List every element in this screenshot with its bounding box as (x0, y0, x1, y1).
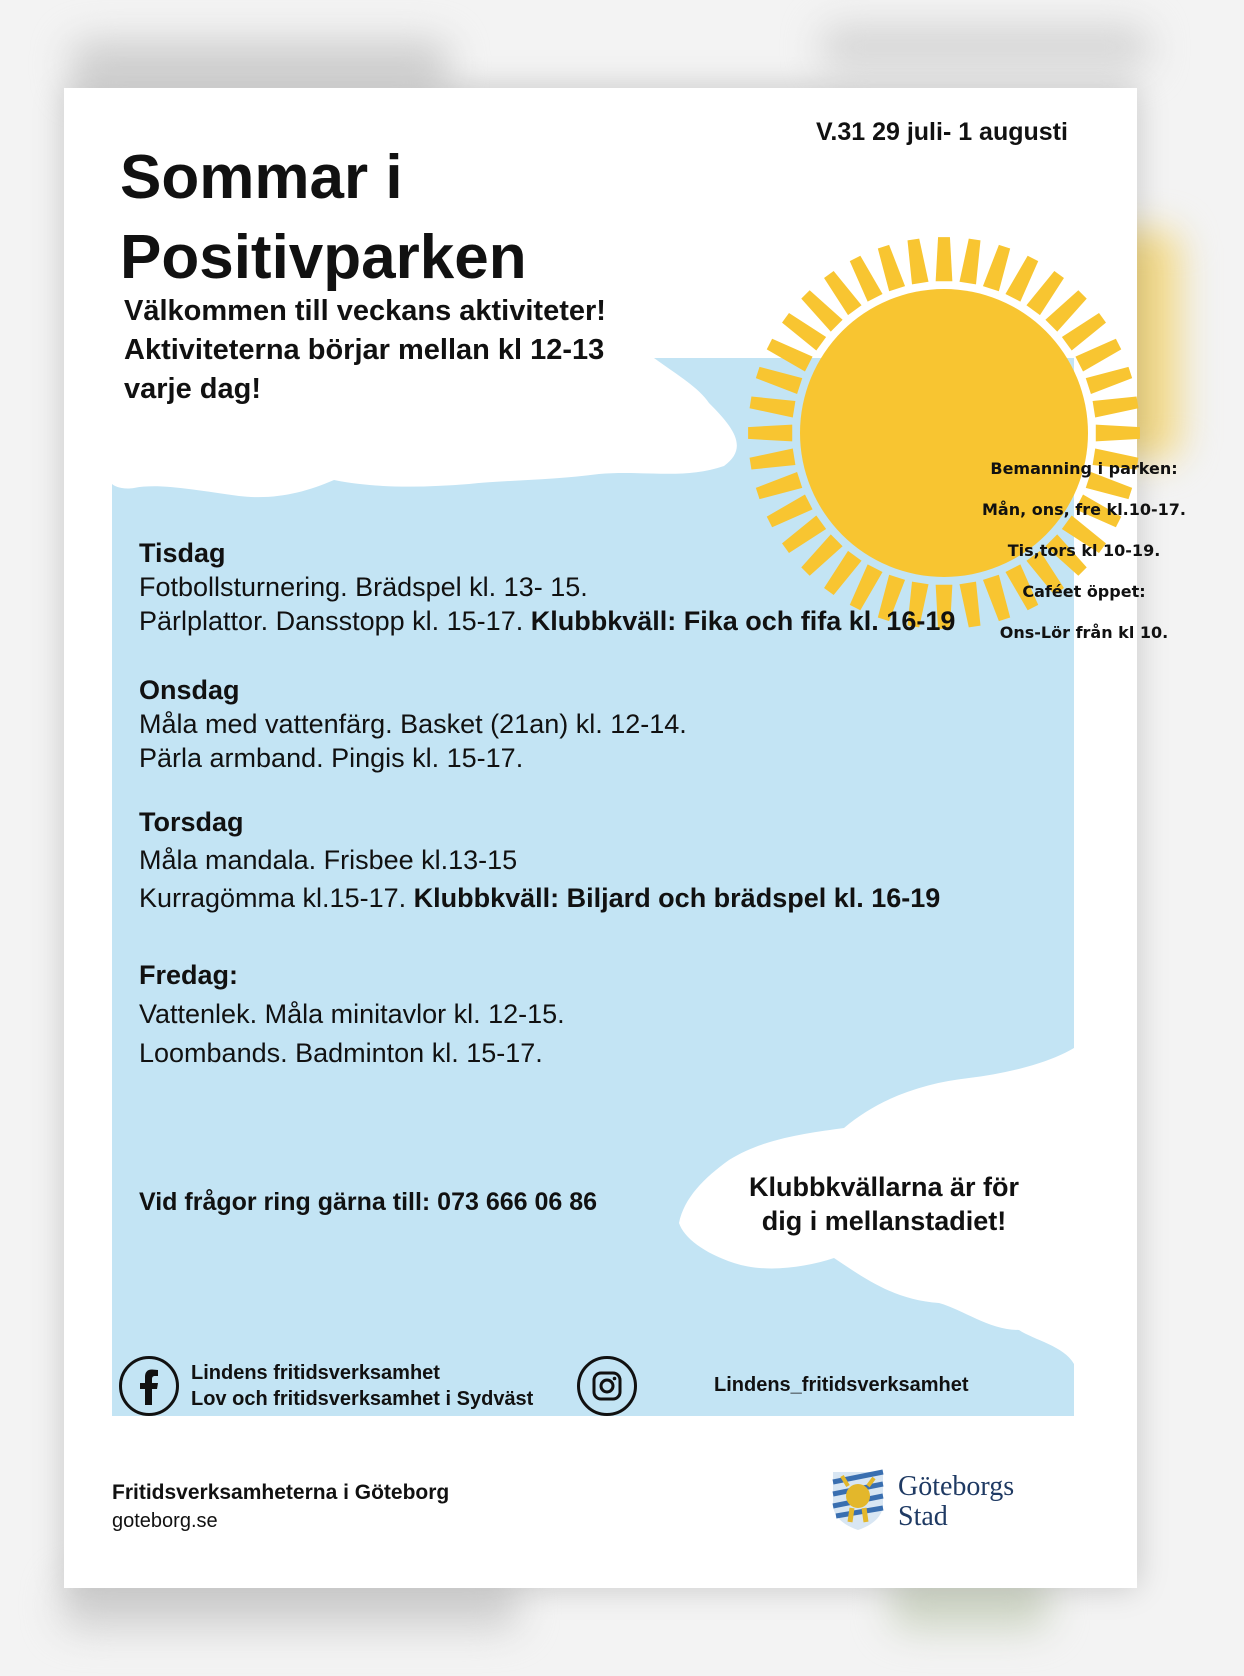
city-crest-icon (828, 1468, 888, 1532)
staffing-line: Bemanning i parken: (990, 459, 1178, 478)
staffing-line: Caféet öppet: (1022, 582, 1146, 601)
logo-wordmark (898, 1472, 1014, 1532)
poster-title (120, 138, 680, 298)
sun-ray (750, 396, 796, 417)
note-line: dig i mellanstadiet! (761, 1206, 1007, 1236)
facebook-page-name[interactable]: Lindens fritidsverksamhet (191, 1362, 440, 1384)
sun-ray (750, 448, 796, 469)
sun-ray (767, 339, 813, 372)
goteborgs-stad-logo (828, 1468, 1015, 1537)
day-friday (139, 956, 565, 1073)
sun-ray (959, 239, 980, 285)
activity-text: Pärlplattor. Dansstopp kl. 15-17. (139, 606, 524, 636)
sun-ray (983, 245, 1010, 291)
sun-ray (878, 245, 905, 291)
activity-line: Fotbollsturnering. Brädspel kl. 13- 15. (139, 572, 588, 602)
activity-line (139, 604, 955, 638)
blurred-background-shape (820, 25, 1150, 70)
day-name: Torsdag (139, 807, 244, 837)
sun-ray (936, 237, 953, 281)
sun-ray (756, 472, 802, 499)
activity-line: Loombands. Badminton kl. 15-17. (139, 1038, 543, 1068)
activity-line (139, 879, 940, 917)
footer-organization: Fritidsverksamheterna i Göteborg (112, 1481, 450, 1504)
sun-ray (1093, 396, 1139, 417)
day-thursday (139, 803, 940, 917)
activity-line: Måla med vattenfärg. Basket (21an) kl. 12-14. (139, 709, 687, 739)
activity-line: Vattenlek. Måla minitavlor kl. 12-15. (139, 999, 565, 1029)
title-line: Positivparken (120, 223, 527, 292)
sun-ray (756, 367, 802, 394)
week-dates: V.31 29 juli- 1 augusti (816, 118, 1068, 146)
note-line: Klubbkvällarna är för (748, 1172, 1020, 1202)
sun-ray (1075, 339, 1121, 372)
contact-phone: Vid frågor ring gärna till: 073 666 06 86 (139, 1188, 598, 1216)
day-tuesday (139, 536, 955, 638)
sun-ray (748, 425, 792, 442)
day-wednesday (139, 673, 687, 775)
club-evening-text: Klubbkväll: Biljard och brädspel kl. 16-19 (413, 883, 941, 913)
sun-ray (850, 256, 883, 302)
day-name: Fredag: (139, 960, 239, 990)
instagram-icon[interactable] (577, 1356, 637, 1416)
sun-ray (1005, 256, 1038, 302)
footer-website-link[interactable]: goteborg.se (112, 1510, 218, 1532)
intro-line: varje dag! (124, 373, 261, 405)
activity-line: Pärla armband. Pingis kl. 15-17. (139, 743, 524, 773)
day-name: Tisdag (139, 538, 226, 568)
facebook-page-name[interactable]: Lov och fritidsverksamhet i Sydväst (191, 1388, 534, 1410)
instagram-handle[interactable]: Lindens_fritidsverksamhet (714, 1374, 969, 1396)
club-evening-text: Klubbkväll: Fika och fifa kl. 16-19 (530, 606, 956, 636)
staffing-hours (924, 448, 1244, 653)
facebook-pages[interactable] (191, 1360, 533, 1412)
staffing-line: Mån, ons, fre kl.10-17. (981, 500, 1187, 519)
day-name: Onsdag (139, 675, 240, 705)
intro-line: Välkommen till veckans aktiviteter! (124, 295, 606, 327)
logo-line: Stad (898, 1501, 948, 1532)
activity-line: Måla mandala. Frisbee kl.13-15 (139, 845, 518, 875)
sun-ray (1086, 367, 1132, 394)
title-line: Sommar i (120, 143, 403, 212)
sun-ray (907, 239, 928, 285)
intro-text (124, 292, 606, 409)
staffing-line: Ons-Lör från kl 10. (999, 623, 1169, 642)
facebook-icon[interactable] (119, 1356, 179, 1416)
staffing-line: Tis,tors kl 10-19. (1007, 541, 1161, 560)
poster (64, 88, 1187, 1588)
blurred-background-shape (70, 40, 450, 90)
sun-ray (767, 494, 813, 527)
club-evening-note (734, 1170, 1034, 1238)
activity-text: Kurragömma kl.15-17. (139, 883, 407, 913)
intro-line: Aktiviteterna börjar mellan kl 12-13 (124, 334, 605, 366)
logo-line: Göteborgs (898, 1471, 1015, 1502)
sun-ray (1096, 425, 1140, 442)
